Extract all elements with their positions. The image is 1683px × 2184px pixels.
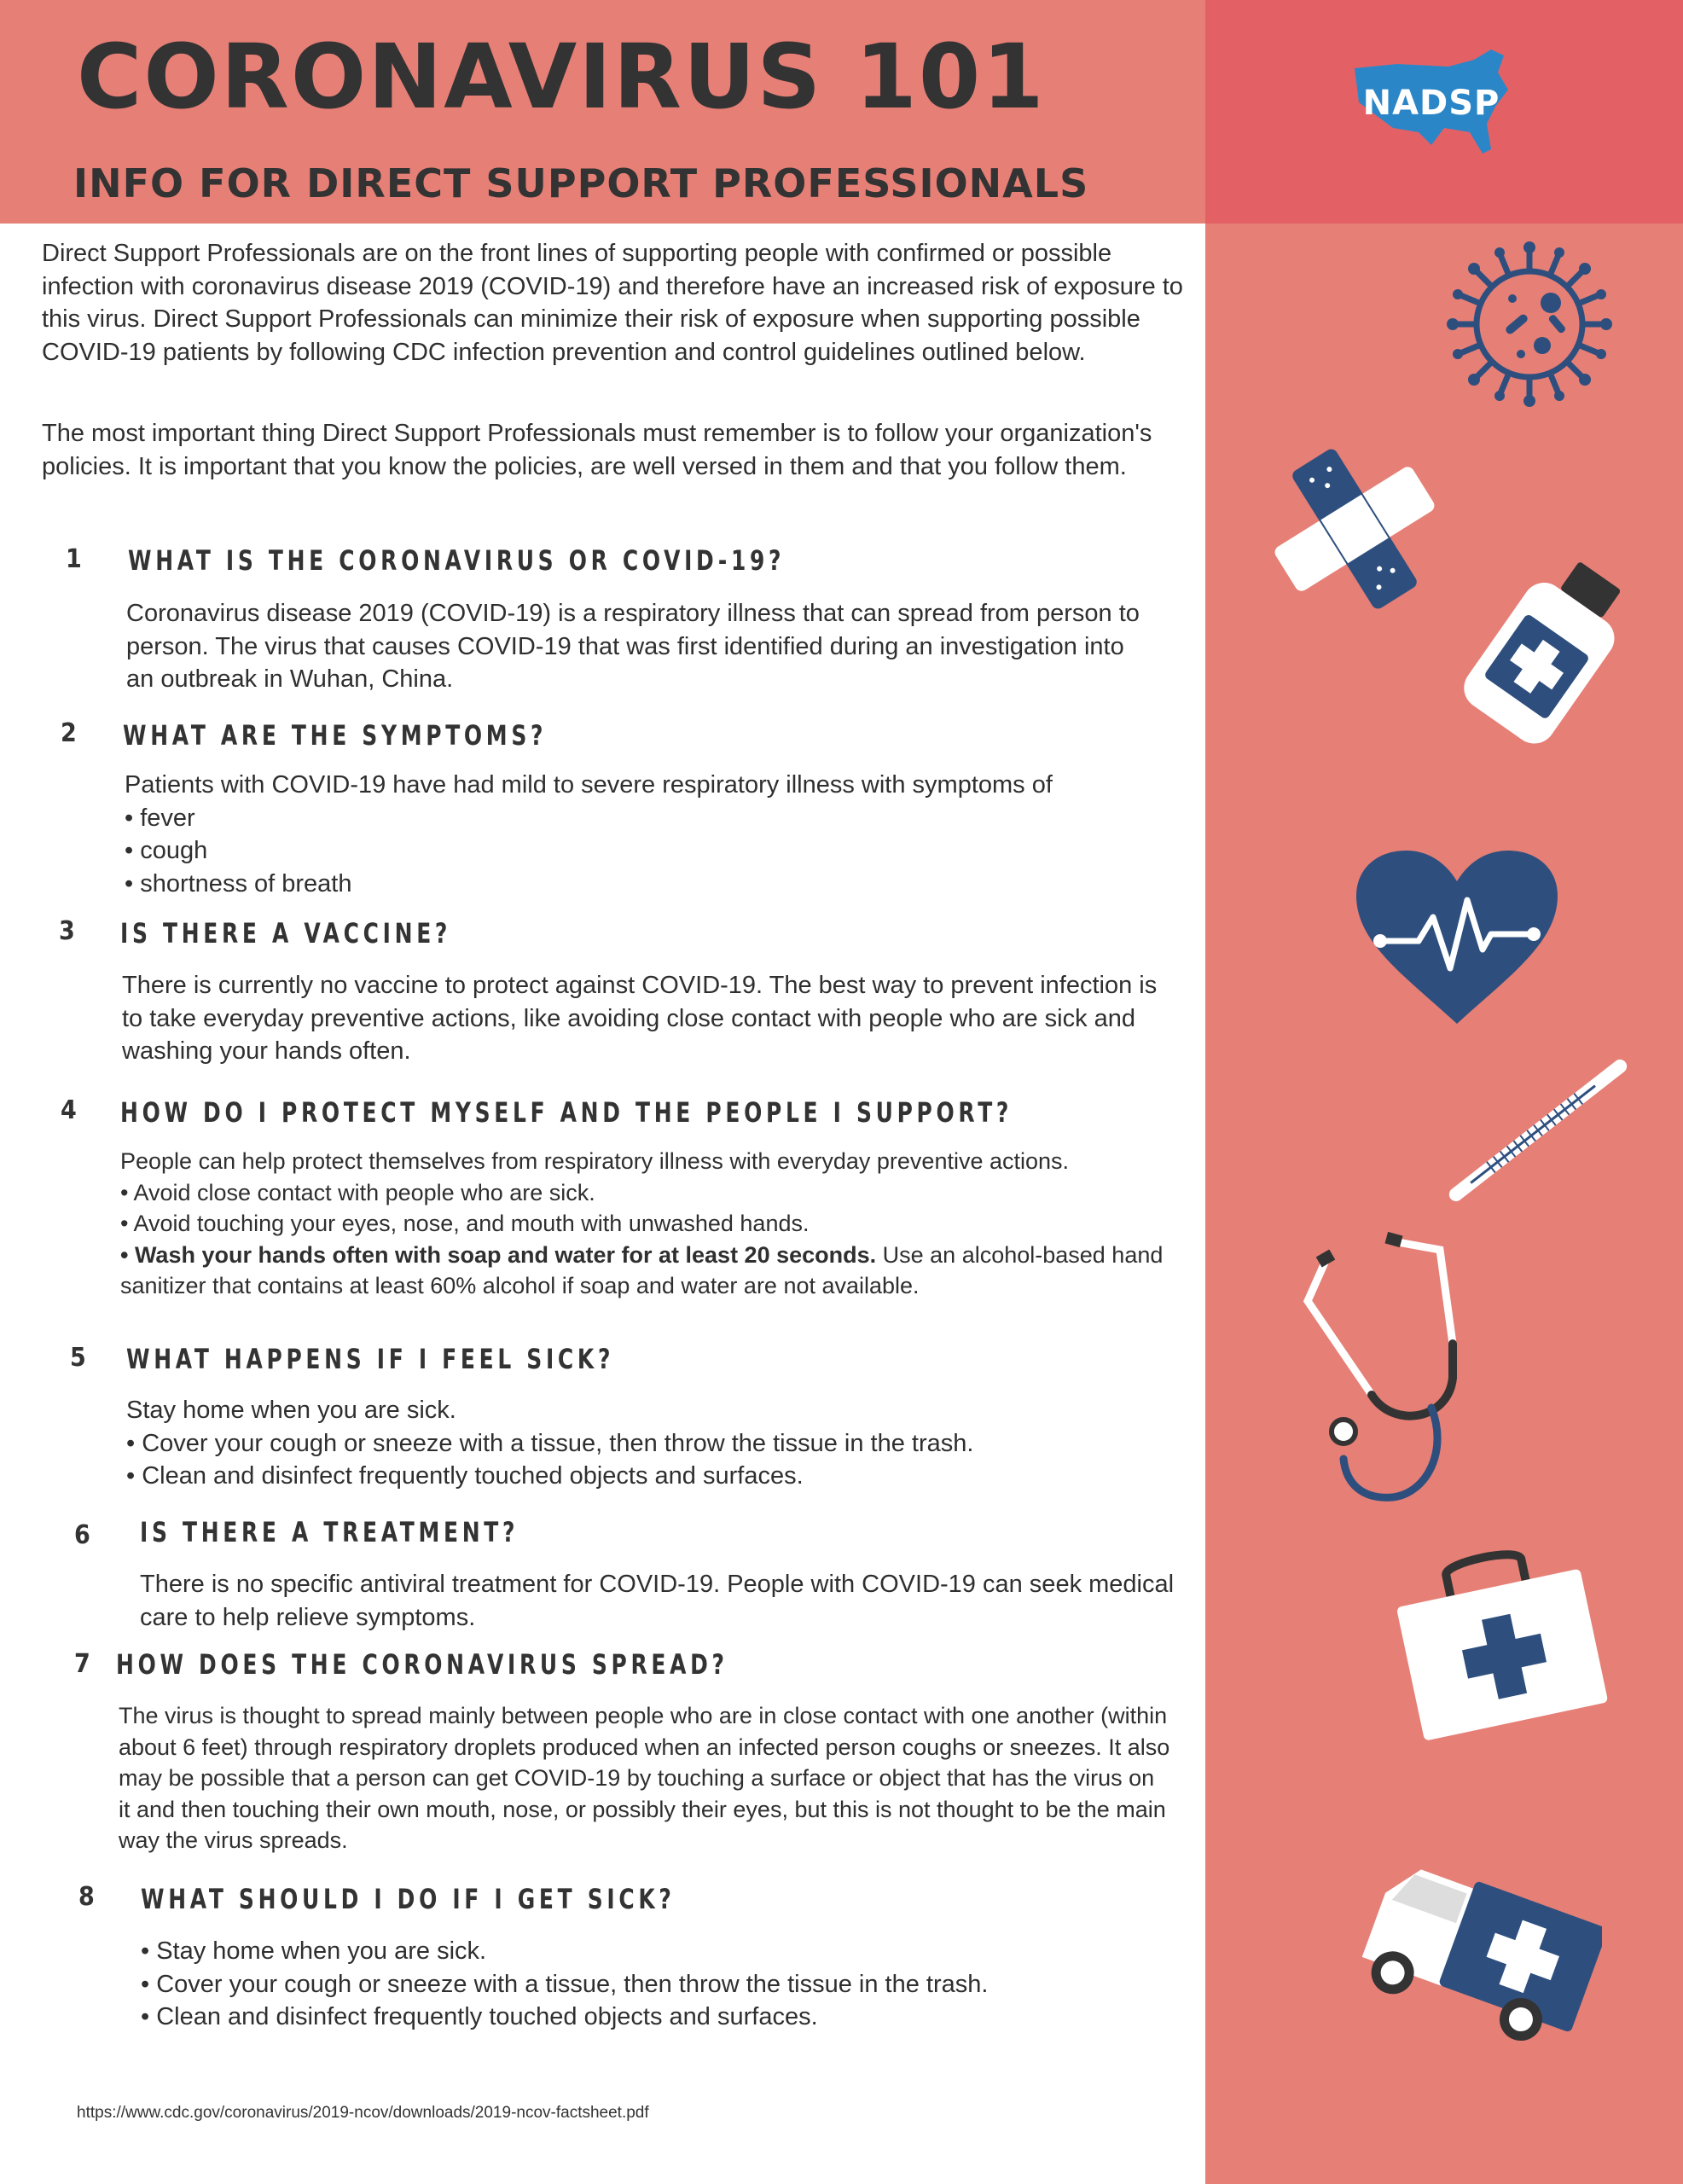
section-7-line: The virus is thought to spread mainly between people who are in close contact with one another (within about 6 feet) through respiratory droplets produced when an infected person coughs or sneezes. It also may be possible that a person can get COVID-19 by touching a surface or object that has the virus on it and then touching their own mouth, nose, or possibly their eyes, but this is not thought to be the main way the virus spreads. [119,1703,1170,1853]
section-7-body [119,1700,1172,1856]
header-banner [0,0,1205,224]
section-6-line: There is no specific antiviral treatment for COVID-19. People with COVID-19 can seek medical care to help relieve symptoms. [140,1571,1175,1631]
thermometer-icon [1427,1045,1649,1216]
prevention-item: • Avoid close contact with people who are sick. [120,1179,595,1205]
section-2-number: 2 [61,718,77,748]
section-5-body [126,1394,1201,1493]
section-1-body [126,597,1150,696]
page-title: CORONAVIRUS 101 [77,25,1046,129]
sick-action-item: • Clean and disinfect frequently touched objects and surfaces. [126,1462,804,1490]
virus-icon [1444,239,1615,410]
section-6-body [140,1568,1181,1634]
stethoscope-icon [1299,1228,1504,1510]
section-7-heading: HOW DOES THE CORONAVIRUS SPREAD? [116,1648,728,1681]
ambulance-icon [1355,1851,1602,2048]
sick-action-item: • Cover your cough or sneeze with a tissue, then throw the tissue in the trash. [126,1429,974,1457]
section-2-heading: WHAT ARE THE SYMPTOMS? [123,719,548,752]
sanitizer-text: Use an alcohol-based hand sanitizer that contains at least 60% alcohol if soap and water are not available. [120,1241,1164,1298]
section-6-heading: IS THERE A TREATMENT? [140,1516,519,1548]
symptom-item: • cough [125,837,208,864]
section-2-body [125,769,1199,900]
handwashing-emphasis: • Wash your hands often with soap and water for at least 20 seconds. [120,1241,877,1268]
section-4-number: 4 [61,1095,77,1125]
section-4-line: People can help protect themselves from respiratory illness with everyday preventive actions. [120,1148,1070,1174]
section-3-number: 3 [59,916,75,946]
section-1-heading: WHAT IS THE CORONAVIRUS OR COVID-19? [128,544,786,577]
intro-paragraph-2: The most important thing Direct Support Professionals must remember is to follow your organization's policies. It is important that you know the policies, are well versed in them and that you follow them. [42,420,1152,480]
bandage-icon [1265,444,1444,614]
heart-pulse-icon [1355,849,1559,1028]
section-8-body [141,1935,1216,2034]
section-4-body [120,1146,1169,1302]
symptom-item: • shortness of breath [125,869,352,897]
medicine-bottle-icon [1461,555,1632,751]
section-6-number: 6 [74,1520,90,1550]
sick-step-item: • Clean and disinfect frequently touched objects and surfaces. [141,2003,818,2030]
section-2-line: Patients with COVID-19 have had mild to severe respiratory illness with symptoms of [125,771,1053,799]
logo-text: NADSP [1362,84,1500,123]
section-1-line: Coronavirus disease 2019 (COVID-19) is a respiratory illness that can spread from person to person. The virus that causes COVID-19 that was first identified during an investigation into an outbreak in Wuhan, China. [126,600,1140,693]
logo-panel [1205,0,1683,224]
section-3-line: There is currently no vaccine to protect against COVID-19. The best way to prevent infection is to take everyday preventive actions, like avoiding close contact with people who are sick and washing your hands often. [122,972,1158,1065]
prevention-item: • Avoid touching your eyes, nose, and mouth with unwashed hands. [120,1211,810,1236]
section-8-heading: WHAT SHOULD I DO IF I GET SICK? [141,1883,676,1915]
section-3-body [122,969,1163,1068]
symptom-item: • fever [125,804,195,832]
section-7-number: 7 [74,1649,90,1679]
first-aid-kit-icon [1389,1536,1610,1749]
intro-paragraph-1: Direct Support Professionals are on the front lines of supporting people with confirmed or possible infection with coronavirus disease 2019 (COVID-19) and therefore have an increased risk of exposure to this virus. Direct Support Professionals can minimize their risk of exposure when supporting possible COVID-19 patients by following CDC infection prevention and control guidelines outlined below. [42,240,1183,366]
source-link[interactable]: https://www.cdc.gov/coronavirus/2019-ncov/downloads/2019-ncov-factsheet.pdf [77,2104,649,2122]
section-3-heading: IS THERE A VACCINE? [120,917,452,950]
section-4-heading: HOW DO I PROTECT MYSELF AND THE PEOPLE I SUPPORT? [120,1096,1013,1129]
section-8-number: 8 [78,1882,95,1912]
section-1-number: 1 [66,544,82,574]
sick-step-item: • Cover your cough or sneeze with a tissue, then throw the tissue in the trash. [141,1970,989,1998]
nadsp-logo [1346,43,1517,162]
sidebar-illustration-panel [1205,0,1683,2184]
section-5-number: 5 [70,1343,86,1373]
section-5-line: Stay home when you are sick. [126,1397,456,1424]
sick-step-item: • Stay home when you are sick. [141,1937,487,1965]
page-subtitle: INFO FOR DIRECT SUPPORT PROFESSIONALS [73,160,1089,206]
prevention-item-handwashing [120,1240,1169,1302]
section-5-heading: WHAT HAPPENS IF I FEEL SICK? [126,1343,615,1375]
